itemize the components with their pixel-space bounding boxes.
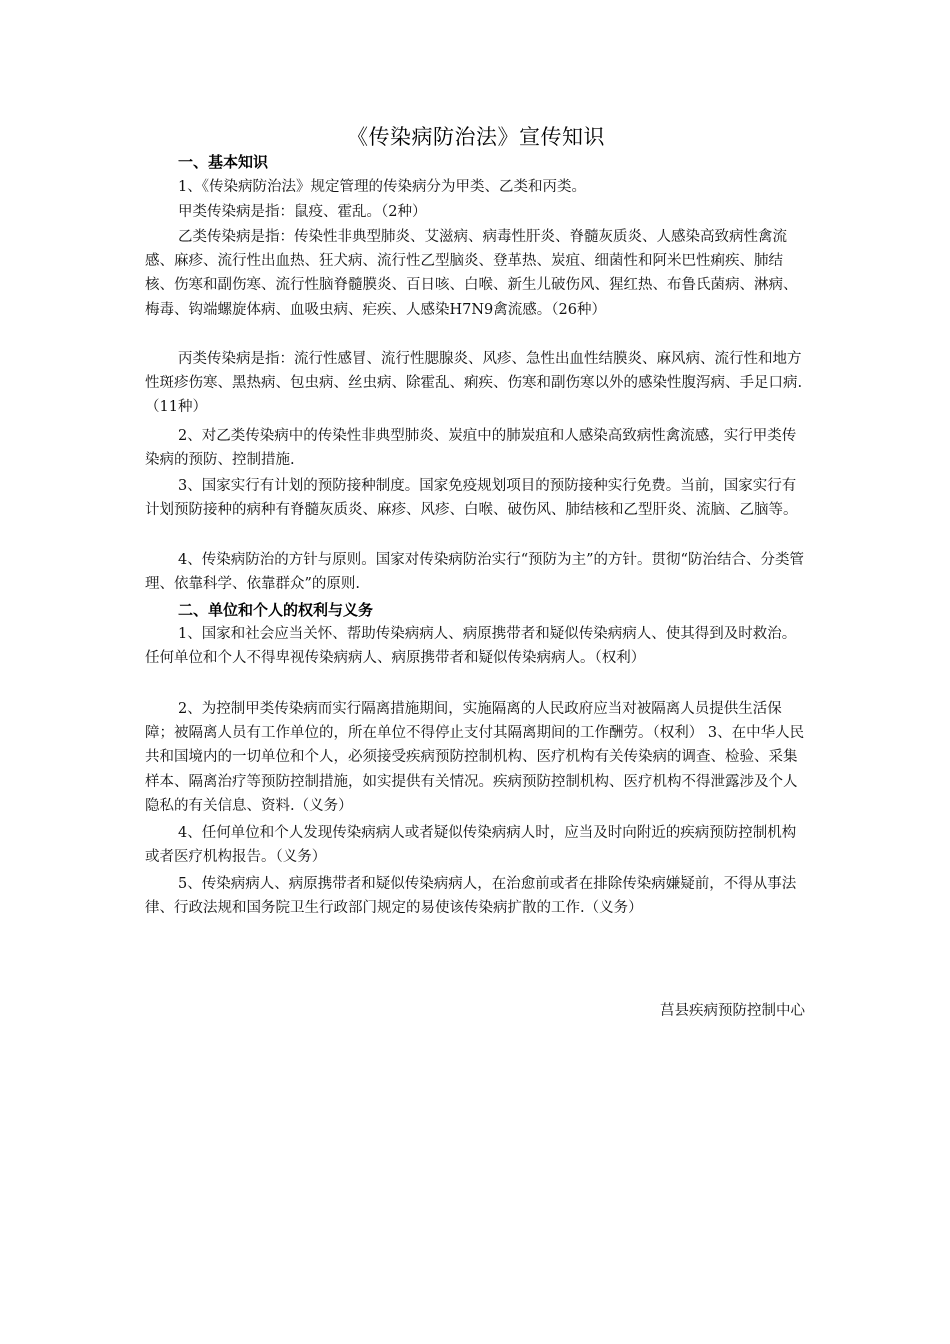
- paragraph: 3、国家实行有计划的预防接种制度。国家免疫规划项目的预防接种实行免费。当前，国家实行有计划预防接种的病种有脊髓灰质炎、麻疹、风疹、白喉、破伤风、肺结核和乙型肝炎、流脑、乙脑等。: [145, 478, 798, 519]
- paragraph: 2、为控制甲类传染病而实行隔离措施期间，实施隔离的人民政府应当对被隔离人员提供生活保障；被隔离人员有工作单位的，所在单位不得停止支付其隔离期间的工作酬劳。（权利） 3、在中华人民共和国境内的一切单位和个人，必须接受疾病预防控制机构、医疗机构有关传染病的调查、检验、采集样本、隔离治疗等预防控制措施，如实提供有关情况。疾病预防控制机构、医疗机构不得泄露涉及个人隐私的有关信息、资料.（义务）: [145, 701, 805, 814]
- paragraph: 1、《传染病防治法》规定管理的传染病分为甲类、乙类和丙类。: [178, 179, 586, 195]
- issuer-signature: 莒县疾病预防控制中心: [660, 1003, 805, 1019]
- section-heading-basic: 一、基本知识: [178, 153, 269, 171]
- paragraph: 4、传染病防治的方针与原则。国家对传染病防治实行“预防为主”的方针。贯彻“防治结合、分类管理、依靠科学、依靠群众”的原则.: [145, 552, 804, 593]
- paragraph: 1、国家和社会应当关怀、帮助传染病病人、病原携带者和疑似传染病病人、使其得到及时救治。任何单位和个人不得卑视传染病病人、病原携带者和疑似传染病病人。（权利）: [145, 626, 797, 667]
- document-title: 《传染病防治法》宣传知识: [347, 125, 605, 149]
- section-heading-rights: 二、单位和个人的权利与义务: [178, 601, 374, 619]
- paragraph: 丙类传染病是指：流行性感冒、流行性腮腺炎、风疹、急性出血性结膜炎、麻风病、流行性和地方性斑疹伤寒、黑热病、包虫病、丝虫病、除霍乱、痢疾、伤寒和副伤寒以外的感染性腹泻病、手足口病.（11种）: [145, 351, 803, 416]
- paragraph: 2、对乙类传染病中的传染性非典型肺炎、炭疽中的肺炭疽和人感染高致病性禽流感，实行甲类传染病的预防、控制措施.: [145, 428, 797, 469]
- paragraph: 5、传染病病人、病原携带者和疑似传染病病人，在治愈前或者在排除传染病嫌疑前，不得从事法律、行政法规和国务院卫生行政部门规定的易使该传染病扩散的工作.（义务）: [145, 876, 797, 917]
- paragraph: 乙类传染病是指：传染性非典型肺炎、艾滋病、病毒性肝炎、脊髓灰质炎、人感染高致病性禽流感、麻疹、流行性出血热、狂犬病、流行性乙型脑炎、登革热、炭疽、细菌性和阿米巴性痢疾、肺结核、伤寒和副伤寒、流行性脑脊髓膜炎、百日咳、白喉、新生儿破伤风、猩红热、布鲁氏菌病、淋病、梅毒、钩端螺旋体病、血吸虫病、疟疾、人感染H7N9禽流感。（26种）: [145, 229, 798, 318]
- paragraph: 甲类传染病是指：鼠疫、霍乱。（2种）: [178, 204, 427, 220]
- paragraph: 4、任何单位和个人发现传染病病人或者疑似传染病病人时，应当及时向附近的疾病预防控制机构或者医疗机构报告。（义务）: [145, 825, 797, 866]
